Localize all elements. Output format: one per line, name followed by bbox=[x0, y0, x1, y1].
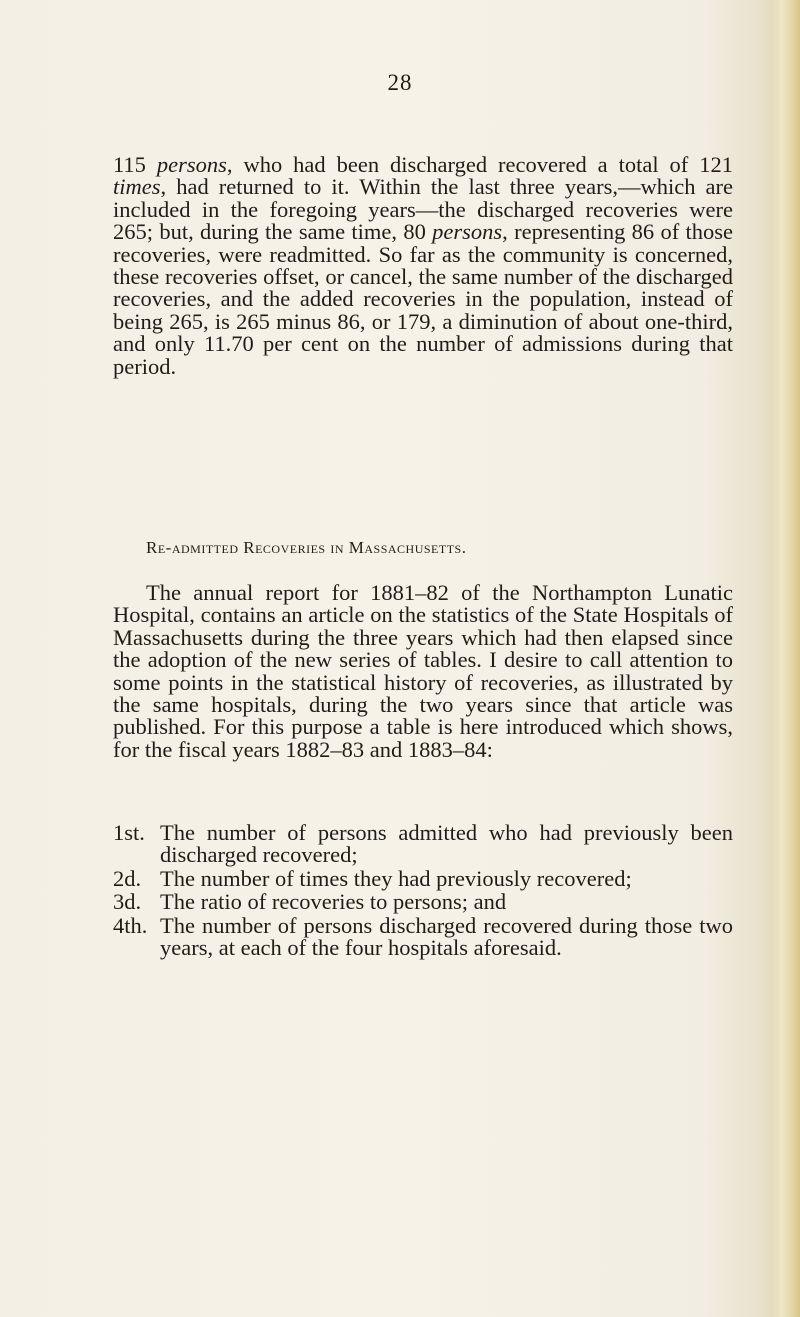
page-number: 28 bbox=[387, 70, 413, 95]
list-item bbox=[113, 912, 733, 961]
list-item-number: 2d. bbox=[113, 865, 142, 891]
list-item-text: The number of times they had previously recovered; bbox=[160, 865, 632, 891]
paragraph-1-span-7: , representing 86 of those recoveries, were readmitted. So far as the community is concerned, these recoveries offset, or cancel, the same number of the discharged recoveries, and the added recoveries in the population, instead of being 265, is 265 minus 86, or 179, a diminution of about one-third, and only 11.70 per cent on the number of admissions during that period. bbox=[113, 219, 733, 379]
list-item-text: The ratio of recoveries to persons; and bbox=[160, 889, 507, 915]
section-heading bbox=[146, 538, 706, 558]
list-item-text: The number of persons admitted who had previously been discharged recovered; bbox=[160, 820, 733, 868]
section-heading-text: Re-admitted Recoveries in Massachusetts. bbox=[146, 538, 467, 557]
list-item bbox=[113, 865, 733, 891]
paragraph-readmissions-summary bbox=[113, 154, 733, 378]
paragraph-1-span-3: , who had been discharged recovered a total of 121 bbox=[226, 152, 733, 177]
list-item-number: 3d. bbox=[113, 889, 142, 915]
list-item-number: 4th. bbox=[113, 912, 148, 938]
paragraph-1-italic-persons: persons bbox=[156, 152, 227, 177]
paragraph-1-span-5: , had returned to it. Within the last three years,—which are included in the foregoing years—the discharged recoveries were 265; but, during the same time, 80 bbox=[113, 174, 733, 245]
page-edge-shadow bbox=[772, 0, 800, 1317]
paragraph-1-italic-persons-2: persons bbox=[432, 219, 503, 245]
list-item-number: 1st. bbox=[113, 820, 145, 845]
list-item bbox=[113, 822, 733, 867]
paragraph-annual-report: The annual report for 1881–82 of the Northampton Lunatic Hospital, contains an article on the statistics of the State Hospitals of Massachusetts during the three years which had then elapsed since the adoption of the new series of tables. I desire to call attention to some points in the statistical history of recoveries, as illustrated by the same hospitals, during the two years since that article was published. For this purpose a table is here introduced which shows, for the fiscal years 1882–83 and 1883–84: bbox=[113, 580, 733, 762]
list-item-text: The number of persons discharged recovered during those two years, at each of the four hospitals aforesaid. bbox=[160, 912, 733, 961]
numbered-list bbox=[113, 822, 733, 960]
paragraph-1-italic-times: times bbox=[113, 174, 161, 200]
paragraph-1-span-1: 115 bbox=[113, 152, 157, 177]
list-item bbox=[113, 891, 733, 913]
